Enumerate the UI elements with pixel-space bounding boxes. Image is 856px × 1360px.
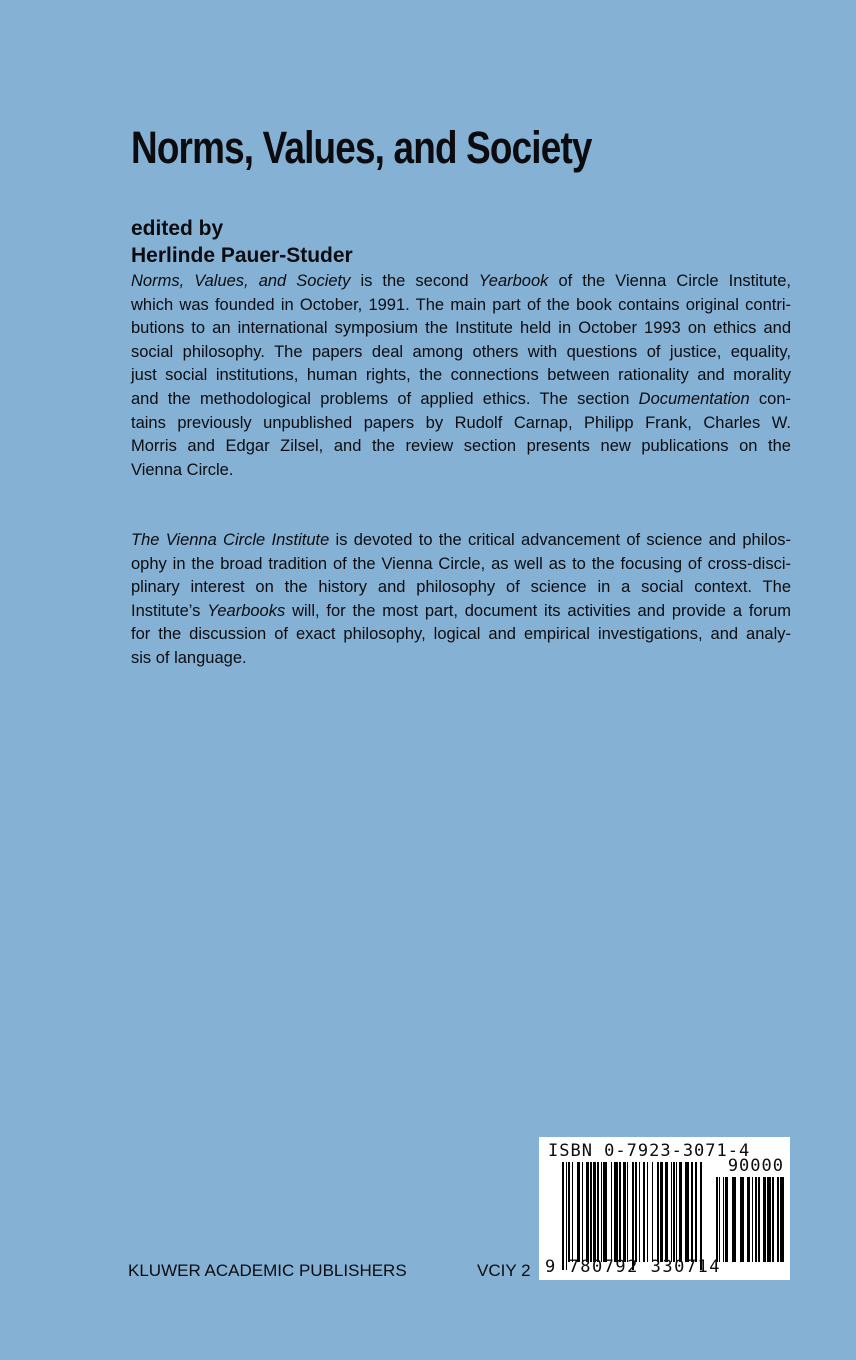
barcode-bar xyxy=(619,1162,621,1262)
editor-name: Herlinde Pauer-Studer xyxy=(131,244,353,267)
text-segment: Institute’s xyxy=(131,601,208,620)
ean-digits: 9 780792 330714 xyxy=(545,1257,722,1277)
price-addon-code: 90000 xyxy=(727,1156,784,1176)
barcode-bar xyxy=(723,1177,724,1262)
barcode-bar xyxy=(719,1177,720,1262)
barcode-bar xyxy=(639,1162,640,1262)
text-line xyxy=(131,529,791,553)
barcode-bar xyxy=(635,1162,637,1262)
publisher-name: KLUWER ACADEMIC PUBLISHERS xyxy=(128,1261,407,1280)
text-segment: tains previously unpublished papers by Rudolf Carnap, Philipp Frank, Charles W. xyxy=(131,413,791,432)
italic-text: Yearbook xyxy=(478,272,549,290)
text-segment: for the discussion of exact philosophy, logical and empirical investigations, and analy- xyxy=(131,625,791,644)
barcode-bar xyxy=(597,1162,599,1262)
text-segment: Morris and Edgar Zilsel, and the review section presents new publications on the xyxy=(131,437,791,456)
barcode-bar xyxy=(568,1162,570,1262)
institute-paragraph xyxy=(131,529,791,671)
barcode-bar xyxy=(691,1162,693,1262)
barcode-bar xyxy=(593,1162,596,1262)
barcode-bar xyxy=(716,1177,718,1262)
series-code: VCIY 2 xyxy=(477,1261,531,1280)
barcode-bar xyxy=(758,1177,760,1262)
barcode-bar xyxy=(671,1162,672,1262)
barcode-bar xyxy=(767,1177,771,1262)
text-segment: butions to an international symposium the Institute held in October 1993 on ethics and xyxy=(131,319,791,338)
edited-by-label: edited by xyxy=(131,217,224,240)
barcode-bar xyxy=(676,1162,677,1262)
barcode-bar xyxy=(660,1162,663,1262)
text-segment: ophy in the broad tradition of the Vienna Circle, as well as to the focusing of cross-disci- xyxy=(131,554,791,573)
text-line xyxy=(131,341,791,365)
text-line xyxy=(131,647,791,671)
barcode-bar xyxy=(747,1177,750,1262)
barcode-bar xyxy=(700,1162,702,1270)
barcode-bar xyxy=(657,1162,659,1262)
italic-text: Yearbooks xyxy=(207,601,286,620)
text-line xyxy=(131,553,791,577)
text-segment: sis of language. xyxy=(131,648,247,667)
barcode-bar xyxy=(562,1162,564,1270)
text-line xyxy=(131,576,791,600)
barcode-bar xyxy=(777,1177,779,1262)
barcode-bar xyxy=(586,1162,589,1262)
barcode-bar xyxy=(752,1177,753,1262)
italic-text: Documentation xyxy=(638,389,750,408)
barcode-bar xyxy=(601,1162,602,1262)
barcode-bar xyxy=(572,1162,573,1262)
italic-text: The Vienna Circle Institute xyxy=(131,531,330,549)
text-line xyxy=(131,294,791,318)
barcode-bar xyxy=(623,1162,626,1262)
text-line xyxy=(131,388,791,412)
barcode-bar xyxy=(577,1162,580,1262)
barcode-bar xyxy=(632,1162,634,1270)
text-segment: is devoted to the critical advancement of science and philos- xyxy=(329,531,791,549)
text-line xyxy=(131,459,791,483)
barcode-bar xyxy=(665,1162,668,1262)
text-line xyxy=(131,435,791,459)
barcode-bar xyxy=(780,1177,784,1262)
text-line xyxy=(131,600,791,624)
barcode-bar xyxy=(725,1177,728,1262)
text-segment: social philosophy. The papers deal among others with questions of justice, equality, xyxy=(131,342,791,361)
text-segment: of the Vienna Circle Institute, xyxy=(548,272,791,290)
text-line xyxy=(131,364,791,388)
barcode-bar xyxy=(614,1162,618,1262)
barcode-bar xyxy=(603,1162,607,1262)
barcode-bar xyxy=(582,1162,583,1262)
isbn-text: ISBN 0-7923-3071-4 xyxy=(548,1141,751,1161)
barcode-bar xyxy=(763,1177,766,1262)
barcode-bar xyxy=(627,1162,628,1262)
barcode-bar xyxy=(566,1162,567,1270)
text-line xyxy=(131,317,791,341)
barcode-bar xyxy=(732,1177,736,1262)
text-segment: just social institutions, human rights, the connections between rationality and morality xyxy=(131,366,791,385)
text-line xyxy=(131,412,791,436)
description-paragraph xyxy=(131,270,791,482)
isbn-barcode xyxy=(539,1137,790,1280)
text-segment: will, for the most part, document its activities and provide a forum xyxy=(285,601,792,620)
text-segment: Vienna Circle. xyxy=(131,460,234,479)
italic-text: Norms, Values, and Society xyxy=(131,272,351,290)
barcode-bar xyxy=(772,1177,774,1262)
text-segment: plinary interest on the history and philosophy of science in a social context. The xyxy=(131,578,791,597)
editor-block xyxy=(131,215,353,269)
barcode-bar xyxy=(643,1162,645,1262)
text-segment: and the methodological problems of applied ethics. The section xyxy=(131,389,639,408)
barcode-bar xyxy=(755,1177,757,1262)
barcode-bar xyxy=(740,1177,744,1262)
text-line xyxy=(131,623,791,647)
barcode-bar xyxy=(685,1162,689,1262)
barcode-bar xyxy=(679,1162,682,1262)
text-line xyxy=(131,270,791,294)
barcode-bar xyxy=(673,1162,675,1262)
barcode-bar xyxy=(652,1162,653,1262)
barcode-bar xyxy=(647,1162,648,1262)
barcode-bar xyxy=(590,1162,592,1262)
book-title: Norms, Values, and Society xyxy=(131,122,592,173)
text-segment: which was founded in October, 1991. The main part of the book contains original contri- xyxy=(131,295,791,314)
text-segment: con- xyxy=(749,389,791,408)
barcode-bar xyxy=(611,1162,612,1262)
text-segment: is the second xyxy=(350,272,479,290)
barcode-bar xyxy=(695,1162,697,1262)
